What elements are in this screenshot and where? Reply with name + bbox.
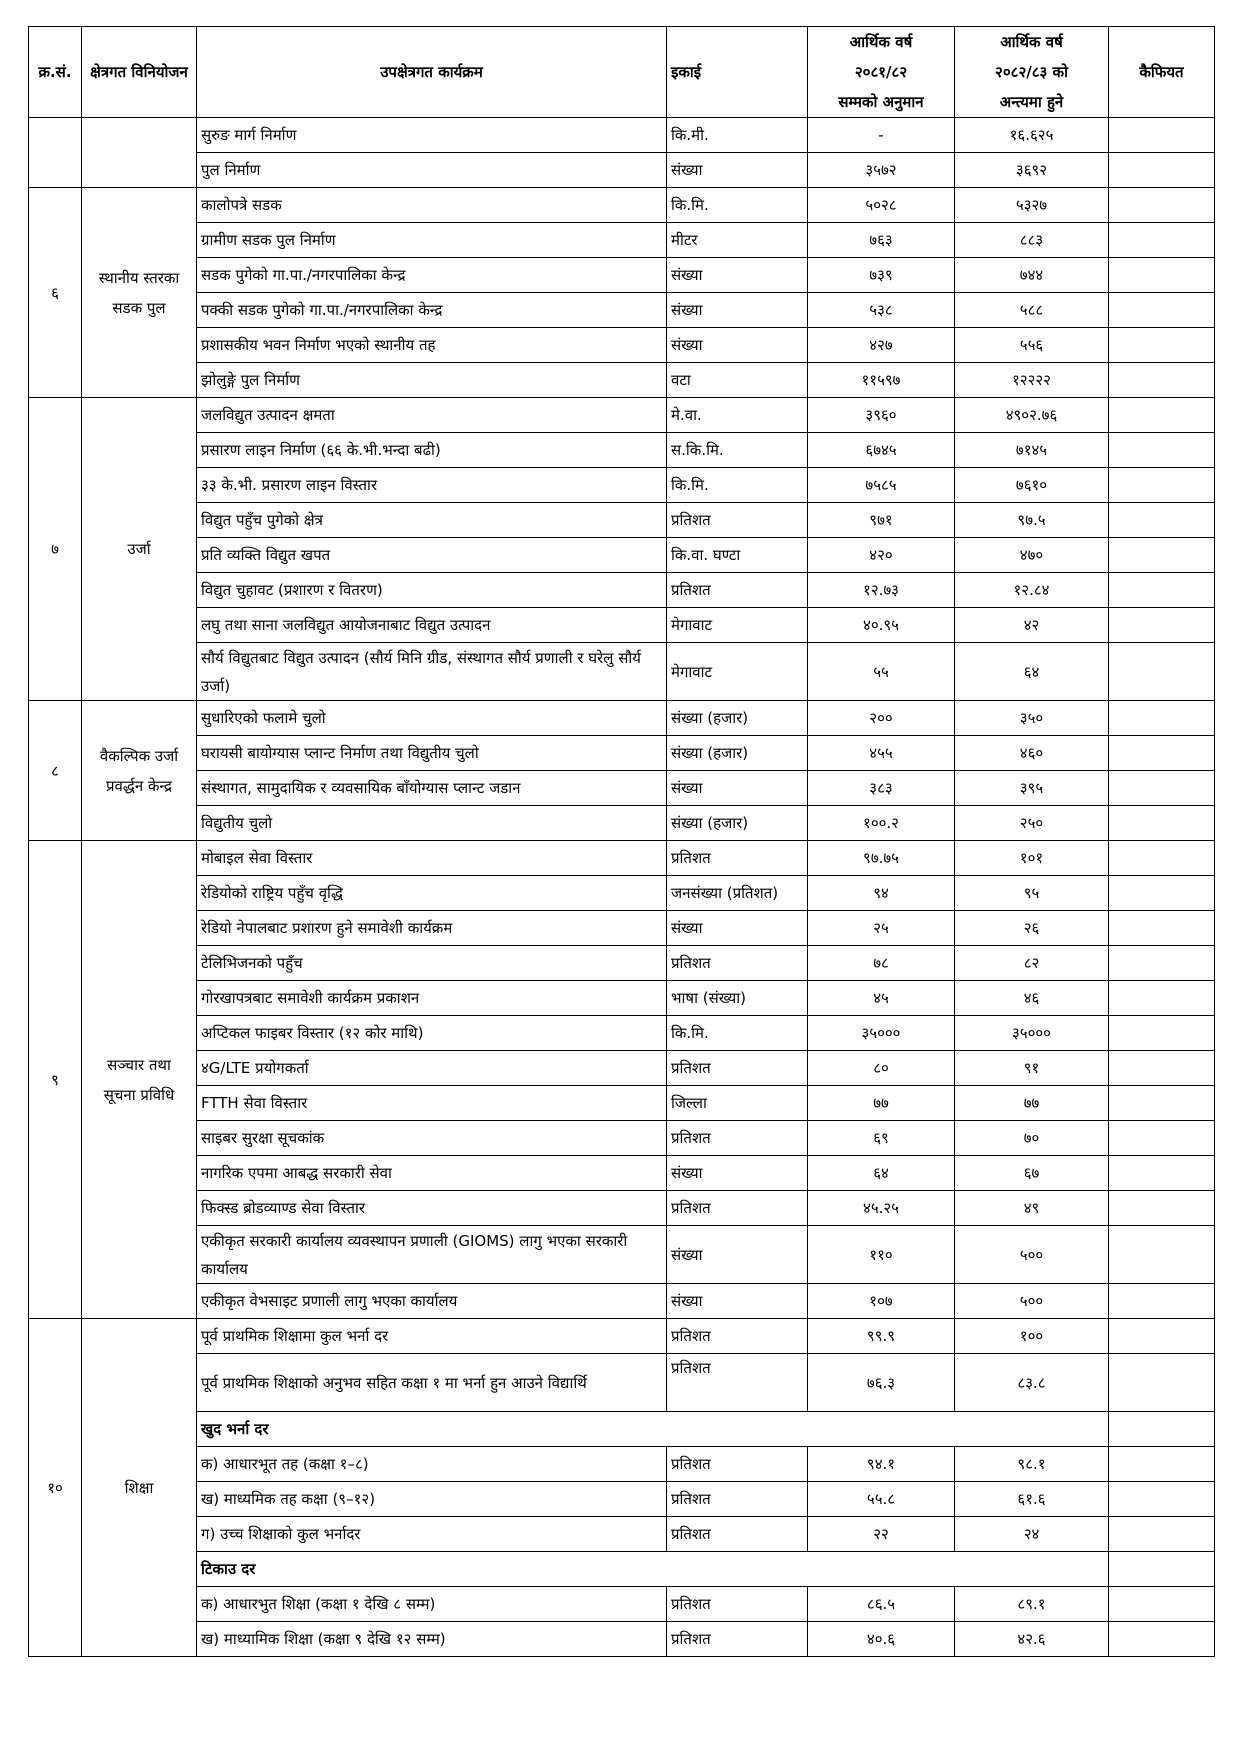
sector-name-line2: प्रवर्द्धन केन्द्र xyxy=(105,776,173,795)
remarks-cell xyxy=(1109,1156,1215,1191)
unit-cell: मे.वा. xyxy=(667,398,808,433)
unit-cell: प्रतिशत xyxy=(667,1482,808,1517)
table-row xyxy=(29,1447,1215,1482)
target-cell: ७० xyxy=(955,1121,1109,1156)
program-cell: सुरुङ मार्ग निर्माण xyxy=(197,118,667,153)
remarks-cell xyxy=(1109,608,1215,643)
target-cell: ६१.६ xyxy=(955,1482,1109,1517)
target-cell: ५५६ xyxy=(955,328,1109,363)
remarks-cell xyxy=(1109,188,1215,223)
unit-cell: संख्या xyxy=(667,328,808,363)
estimate-cell: ४५५ xyxy=(808,736,955,771)
program-cell: विद्युतीय चुलो xyxy=(197,806,667,841)
target-cell: ४७० xyxy=(955,538,1109,573)
sn-cell: ८ xyxy=(29,701,82,841)
table-row xyxy=(29,701,1215,736)
program-cell: रेडियो नेपालबाट प्रशारण हुने समावेशी कार्यक्रम xyxy=(197,911,667,946)
remarks-cell xyxy=(1109,643,1215,701)
table-row xyxy=(29,1354,1215,1412)
program-cell: ४G/LTE प्रयोगकर्ता xyxy=(197,1051,667,1086)
header-remarks: कैफियत xyxy=(1109,27,1215,118)
target-cell: ५३२७ xyxy=(955,188,1109,223)
unit-cell: मीटर xyxy=(667,223,808,258)
table-row xyxy=(29,1016,1215,1051)
estimate-cell: २०० xyxy=(808,701,955,736)
header-target-line1: आर्थिक वर्ष xyxy=(1000,33,1063,51)
unit-cell: संख्या (हजार) xyxy=(667,736,808,771)
program-cell: साइबर सुरक्षा सूचकांक xyxy=(197,1121,667,1156)
remarks-cell xyxy=(1109,363,1215,398)
target-cell: १०१ xyxy=(955,841,1109,876)
program-cell: गोरखापत्रबाट समावेशी कार्यक्रम प्रकाशन xyxy=(197,981,667,1016)
estimate-cell: २२ xyxy=(808,1517,955,1552)
target-cell: ५०० xyxy=(955,1226,1109,1284)
target-cell: ४२ xyxy=(955,608,1109,643)
table-row xyxy=(29,258,1215,293)
remarks-cell xyxy=(1109,1622,1215,1657)
unit-cell: प्रतिशत xyxy=(667,503,808,538)
sector-cell xyxy=(82,398,197,701)
program-cell: पूर्व प्राथमिक शिक्षामा कुल भर्ना दर xyxy=(197,1319,667,1354)
estimate-cell: ४५.२५ xyxy=(808,1191,955,1226)
remarks-cell xyxy=(1109,1191,1215,1226)
program-cell: फिक्स्ड ब्रोडव्याण्ड सेवा विस्तार xyxy=(197,1191,667,1226)
program-cell: विद्युत चुहावट (प्रशारण र वितरण) xyxy=(197,573,667,608)
unit-cell: प्रतिशत xyxy=(667,1191,808,1226)
header-row xyxy=(29,27,1215,118)
table-row xyxy=(29,503,1215,538)
program-cell: पूर्व प्राथमिक शिक्षाको अनुभव सहित कक्षा १ मा भर्ना हुन आउने विद्यार्थि xyxy=(197,1354,667,1412)
unit-cell: मेगावाट xyxy=(667,643,808,701)
estimate-cell: ३९६० xyxy=(808,398,955,433)
estimate-cell: ७६.३ xyxy=(808,1354,955,1412)
estimate-cell: ९७१ xyxy=(808,503,955,538)
remarks-cell xyxy=(1109,1354,1215,1412)
estimate-cell: ८० xyxy=(808,1051,955,1086)
program-cell: पक्की सडक पुगेको गा.पा./नगरपालिका केन्द्र xyxy=(197,293,667,328)
unit-cell: भाषा (संख्या) xyxy=(667,981,808,1016)
target-cell: ६४ xyxy=(955,643,1109,701)
estimate-cell: ३५७२ xyxy=(808,153,955,188)
target-cell: ३५००० xyxy=(955,1016,1109,1051)
program-cell: रेडियोको राष्ट्रिय पहुँच वृद्धि xyxy=(197,876,667,911)
unit-cell: प्रतिशत xyxy=(667,841,808,876)
program-cell: मोबाइल सेवा विस्तार xyxy=(197,841,667,876)
table-row xyxy=(29,841,1215,876)
unit-cell: प्रतिशत xyxy=(667,573,808,608)
unit-cell: प्रतिशत xyxy=(667,1121,808,1156)
remarks-cell xyxy=(1109,328,1215,363)
target-cell: ४२.६ xyxy=(955,1622,1109,1657)
estimate-cell: ६९ xyxy=(808,1121,955,1156)
target-cell: २६ xyxy=(955,911,1109,946)
remarks-cell xyxy=(1109,981,1215,1016)
program-cell: FTTH सेवा विस्तार xyxy=(197,1086,667,1121)
remarks-cell xyxy=(1109,806,1215,841)
target-cell: ८९.१ xyxy=(955,1587,1109,1622)
estimate-cell: ९४ xyxy=(808,876,955,911)
remarks-cell xyxy=(1109,876,1215,911)
subheading-retention-rate: टिकाउ दर xyxy=(197,1552,1109,1587)
estimate-cell: ५५ xyxy=(808,643,955,701)
table-row xyxy=(29,293,1215,328)
unit-cell: संख्या xyxy=(667,1284,808,1319)
remarks-cell xyxy=(1109,1447,1215,1482)
program-cell: एकीकृत वेभसाइट प्रणाली लागु भएका कार्यालय xyxy=(197,1284,667,1319)
remarks-cell xyxy=(1109,911,1215,946)
table-row xyxy=(29,328,1215,363)
remarks-cell xyxy=(1109,223,1215,258)
estimate-cell: ५०२८ xyxy=(808,188,955,223)
estimate-cell: १००.२ xyxy=(808,806,955,841)
unit-cell: प्रतिशत xyxy=(667,1587,808,1622)
estimate-cell: ७५८५ xyxy=(808,468,955,503)
target-cell: ५८८ xyxy=(955,293,1109,328)
target-cell: ९१ xyxy=(955,1051,1109,1086)
target-cell: ४९०२.७६ xyxy=(955,398,1109,433)
unit-cell: प्रतिशत xyxy=(667,1447,808,1482)
target-cell: ७६१० xyxy=(955,468,1109,503)
table-row xyxy=(29,573,1215,608)
estimate-cell: ४२७ xyxy=(808,328,955,363)
estimate-cell: ७८ xyxy=(808,946,955,981)
table-row xyxy=(29,1226,1215,1284)
program-cell: कालोपत्रे सडक xyxy=(197,188,667,223)
target-cell: ५०० xyxy=(955,1284,1109,1319)
unit-cell: प्रतिशत xyxy=(667,1051,808,1086)
estimate-cell: ४२० xyxy=(808,538,955,573)
estimate-cell: १२.७३ xyxy=(808,573,955,608)
table-row xyxy=(29,1517,1215,1552)
remarks-cell xyxy=(1109,771,1215,806)
table-row xyxy=(29,946,1215,981)
remarks-cell xyxy=(1109,1412,1215,1447)
remarks-cell xyxy=(1109,1482,1215,1517)
header-program: उपक्षेत्रगत कार्यक्रम xyxy=(197,27,667,118)
remarks-cell xyxy=(1109,118,1215,153)
header-sn: क्र.सं. xyxy=(29,27,82,118)
table-row xyxy=(29,433,1215,468)
sector-name-line2: सडक पुल xyxy=(112,298,166,317)
target-cell: ३५० xyxy=(955,701,1109,736)
estimate-cell: ६४ xyxy=(808,1156,955,1191)
header-unit: इकाई xyxy=(667,27,808,118)
target-cell: २४ xyxy=(955,1517,1109,1552)
unit-cell: संख्या (हजार) xyxy=(667,701,808,736)
subheading-row xyxy=(29,1552,1215,1587)
estimate-cell: ७३९ xyxy=(808,258,955,293)
table-row xyxy=(29,771,1215,806)
estimate-cell: ११० xyxy=(808,1226,955,1284)
table-row xyxy=(29,1086,1215,1121)
table-row xyxy=(29,643,1215,701)
program-cell: एकीकृत सरकारी कार्यालय व्यवस्थापन प्रणाली (GIOMS) लागु भएका सरकारी कार्यालय xyxy=(197,1226,667,1284)
table-row xyxy=(29,1156,1215,1191)
remarks-cell xyxy=(1109,433,1215,468)
estimate-cell: ९९.९ xyxy=(808,1319,955,1354)
estimate-cell: ६७४५ xyxy=(808,433,955,468)
table-row xyxy=(29,118,1215,153)
unit-cell: प्रतिशत xyxy=(667,946,808,981)
program-cell: क) आधारभुत शिक्षा (कक्षा १ देखि ८ सम्म) xyxy=(197,1587,667,1622)
target-cell: ८२ xyxy=(955,946,1109,981)
estimate-cell: ५५.८ xyxy=(808,1482,955,1517)
data-table xyxy=(28,26,1215,1657)
program-cell: क) आधारभूत तह (कक्षा १–८) xyxy=(197,1447,667,1482)
unit-cell: संख्या xyxy=(667,153,808,188)
header-target-line2: २०८२/८३ को xyxy=(995,63,1068,81)
sector-cell xyxy=(82,1319,197,1657)
program-cell: सौर्य विद्युतबाट विद्युत उत्पादन (सौर्य मिनि ग्रीड, संस्थागत सौर्य प्रणाली र घरेलु सौर्य उर्जा) xyxy=(197,643,667,701)
estimate-cell: ८६.५ xyxy=(808,1587,955,1622)
program-cell: प्रशासकीय भवन निर्माण भएको स्थानीय तह xyxy=(197,328,667,363)
sn-cell xyxy=(29,118,82,188)
target-cell: ७७ xyxy=(955,1086,1109,1121)
remarks-cell xyxy=(1109,468,1215,503)
sector-cell xyxy=(82,118,197,188)
header-target-line3: अन्त्यमा हुने xyxy=(999,93,1064,111)
sector-name-line1: सञ्चार तथा xyxy=(107,1055,171,1074)
remarks-cell xyxy=(1109,258,1215,293)
sn-cell: ६ xyxy=(29,188,82,398)
remarks-cell xyxy=(1109,1284,1215,1319)
unit-cell: कि.मि. xyxy=(667,188,808,223)
program-cell: ग) उच्च शिक्षाको कुल भर्नादर xyxy=(197,1517,667,1552)
sector-cell xyxy=(82,188,197,398)
table-row xyxy=(29,911,1215,946)
program-cell: संस्थागत, सामुदायिक र व्यवसायिक बाँयोग्यास प्लान्ट जडान xyxy=(197,771,667,806)
unit-cell: संख्या xyxy=(667,911,808,946)
unit-cell: कि.मी. xyxy=(667,118,808,153)
subheading-row xyxy=(29,1412,1215,1447)
table-row xyxy=(29,981,1215,1016)
remarks-cell xyxy=(1109,1226,1215,1284)
sector-name-line1: वैकल्पिक उर्जा xyxy=(99,746,179,765)
program-cell: ग्रामीण सडक पुल निर्माण xyxy=(197,223,667,258)
target-cell: १०० xyxy=(955,1319,1109,1354)
target-cell: ७१४५ xyxy=(955,433,1109,468)
remarks-cell xyxy=(1109,946,1215,981)
target-cell: ३६९२ xyxy=(955,153,1109,188)
header-estimate-line1: आर्थिक वर्ष xyxy=(849,33,913,51)
program-cell: ३३ के.भी. प्रसारण लाइन विस्तार xyxy=(197,468,667,503)
table-row xyxy=(29,538,1215,573)
table-row xyxy=(29,806,1215,841)
unit-cell: वटा xyxy=(667,363,808,398)
header-estimate-line2: २०८१/८२ xyxy=(854,63,908,81)
table-row xyxy=(29,223,1215,258)
target-cell: ४६ xyxy=(955,981,1109,1016)
target-cell: १२२२२ xyxy=(955,363,1109,398)
program-cell: अप्टिकल फाइबर विस्तार (१२ कोर माथि) xyxy=(197,1016,667,1051)
estimate-cell: ३८३ xyxy=(808,771,955,806)
program-cell: सुधारिएको फलामे चुलो xyxy=(197,701,667,736)
program-cell: टेलिभिजनको पहुँच xyxy=(197,946,667,981)
remarks-cell xyxy=(1109,1552,1215,1587)
program-cell: लघु तथा साना जलविद्युत आयोजनाबाट विद्युत उत्पादन xyxy=(197,608,667,643)
estimate-cell: ७६३ xyxy=(808,223,955,258)
sector-cell xyxy=(82,841,197,1319)
target-cell: ७४४ xyxy=(955,258,1109,293)
program-cell: पुल निर्माण xyxy=(197,153,667,188)
unit-cell: जिल्ला xyxy=(667,1086,808,1121)
remarks-cell xyxy=(1109,1319,1215,1354)
sector-name-line1: स्थानीय स्तरका xyxy=(98,268,180,287)
program-cell: प्रसारण लाइन निर्माण (६६ के.भी.भन्दा बढी) xyxy=(197,433,667,468)
unit-cell: प्रतिशत xyxy=(667,1319,808,1354)
sn-cell: ७ xyxy=(29,398,82,701)
remarks-cell xyxy=(1109,1016,1215,1051)
remarks-cell xyxy=(1109,1587,1215,1622)
table-row xyxy=(29,1587,1215,1622)
unit-cell: संख्या xyxy=(667,1226,808,1284)
estimate-cell: ५३८ xyxy=(808,293,955,328)
estimate-cell: ४०.६ xyxy=(808,1622,955,1657)
unit-cell: कि.वा. घण्टा xyxy=(667,538,808,573)
estimate-cell: २५ xyxy=(808,911,955,946)
sn-cell: १० xyxy=(29,1319,82,1657)
table-row xyxy=(29,1319,1215,1354)
target-cell: ४९ xyxy=(955,1191,1109,1226)
remarks-cell xyxy=(1109,573,1215,608)
unit-cell: कि.मि. xyxy=(667,468,808,503)
table-row xyxy=(29,398,1215,433)
remarks-cell xyxy=(1109,293,1215,328)
unit-cell: स.कि.मि. xyxy=(667,433,808,468)
estimate-cell: ४०.९५ xyxy=(808,608,955,643)
table-row xyxy=(29,363,1215,398)
header-estimate-line3: सम्मको अनुमान xyxy=(838,93,924,111)
header-target xyxy=(955,27,1109,118)
sector-name-line1: शिक्षा xyxy=(124,1478,154,1497)
estimate-cell: ३५००० xyxy=(808,1016,955,1051)
target-cell: २५० xyxy=(955,806,1109,841)
subheading-net-enrolment: खुद भर्ना दर xyxy=(197,1412,1109,1447)
sn-cell: ९ xyxy=(29,841,82,1319)
table-row xyxy=(29,1482,1215,1517)
target-cell: ८८३ xyxy=(955,223,1109,258)
program-cell: प्रति व्यक्ति विद्युत खपत xyxy=(197,538,667,573)
target-cell: ६७ xyxy=(955,1156,1109,1191)
remarks-cell xyxy=(1109,398,1215,433)
program-cell: नागरिक एपमा आबद्ध सरकारी सेवा xyxy=(197,1156,667,1191)
table-row xyxy=(29,608,1215,643)
unit-cell: मेगावाट xyxy=(667,608,808,643)
program-cell: विद्युत पहुँच पुगेको क्षेत्र xyxy=(197,503,667,538)
program-cell: जलविद्युत उत्पादन क्षमता xyxy=(197,398,667,433)
unit-cell: संख्या (हजार) xyxy=(667,806,808,841)
remarks-cell xyxy=(1109,701,1215,736)
estimate-cell: ४५ xyxy=(808,981,955,1016)
target-cell: १२.८४ xyxy=(955,573,1109,608)
table-row xyxy=(29,188,1215,223)
remarks-cell xyxy=(1109,503,1215,538)
table-row xyxy=(29,1121,1215,1156)
unit-cell: प्रतिशत xyxy=(667,1517,808,1552)
unit-cell: प्रतिशत xyxy=(667,1622,808,1657)
table-row xyxy=(29,736,1215,771)
program-cell: ख) माध्यमिक तह कक्षा (९–१२) xyxy=(197,1482,667,1517)
estimate-cell: ११५९७ xyxy=(808,363,955,398)
table-row xyxy=(29,468,1215,503)
target-cell: ३९५ xyxy=(955,771,1109,806)
header-sector: क्षेत्रगत विनियोजन xyxy=(82,27,197,118)
estimate-cell: - xyxy=(808,118,955,153)
unit-cell: कि.मि. xyxy=(667,1016,808,1051)
remarks-cell xyxy=(1109,538,1215,573)
header-estimate xyxy=(808,27,955,118)
table-row xyxy=(29,1051,1215,1086)
sector-name-line2: सूचना प्रविधि xyxy=(103,1085,175,1104)
remarks-cell xyxy=(1109,1086,1215,1121)
target-cell: ८३.८ xyxy=(955,1354,1109,1412)
program-cell: घरायसी बायोग्यास प्लान्ट निर्माण तथा विद्युतीय चुलो xyxy=(197,736,667,771)
table-row xyxy=(29,1622,1215,1657)
estimate-cell: ९४.१ xyxy=(808,1447,955,1482)
unit-cell: जनसंख्या (प्रतिशत) xyxy=(667,876,808,911)
target-cell: १६.६२५ xyxy=(955,118,1109,153)
remarks-cell xyxy=(1109,841,1215,876)
unit-cell: संख्या xyxy=(667,1156,808,1191)
unit-cell: संख्या xyxy=(667,771,808,806)
table-row xyxy=(29,876,1215,911)
program-cell: झोलुङ्गे पुल निर्माण xyxy=(197,363,667,398)
table-row xyxy=(29,1191,1215,1226)
target-cell: ४६० xyxy=(955,736,1109,771)
program-cell: सडक पुगेको गा.पा./नगरपालिका केन्द्र xyxy=(197,258,667,293)
table-row xyxy=(29,1284,1215,1319)
sector-name-line1: उर्जा xyxy=(127,540,151,558)
unit-cell: संख्या xyxy=(667,293,808,328)
table-row xyxy=(29,153,1215,188)
unit-cell: संख्या xyxy=(667,258,808,293)
remarks-cell xyxy=(1109,153,1215,188)
target-cell: ९८.१ xyxy=(955,1447,1109,1482)
target-cell: ९५ xyxy=(955,876,1109,911)
estimate-cell: १०७ xyxy=(808,1284,955,1319)
unit-cell: प्रतिशत xyxy=(667,1354,808,1412)
estimate-cell: ९७.७५ xyxy=(808,841,955,876)
remarks-cell xyxy=(1109,1051,1215,1086)
remarks-cell xyxy=(1109,1121,1215,1156)
sector-cell xyxy=(82,701,197,841)
program-cell: ख) माध्यामिक शिक्षा (कक्षा ९ देखि १२ सम्म) xyxy=(197,1622,667,1657)
remarks-cell xyxy=(1109,1517,1215,1552)
target-cell: ९७.५ xyxy=(955,503,1109,538)
estimate-cell: ७७ xyxy=(808,1086,955,1121)
remarks-cell xyxy=(1109,736,1215,771)
